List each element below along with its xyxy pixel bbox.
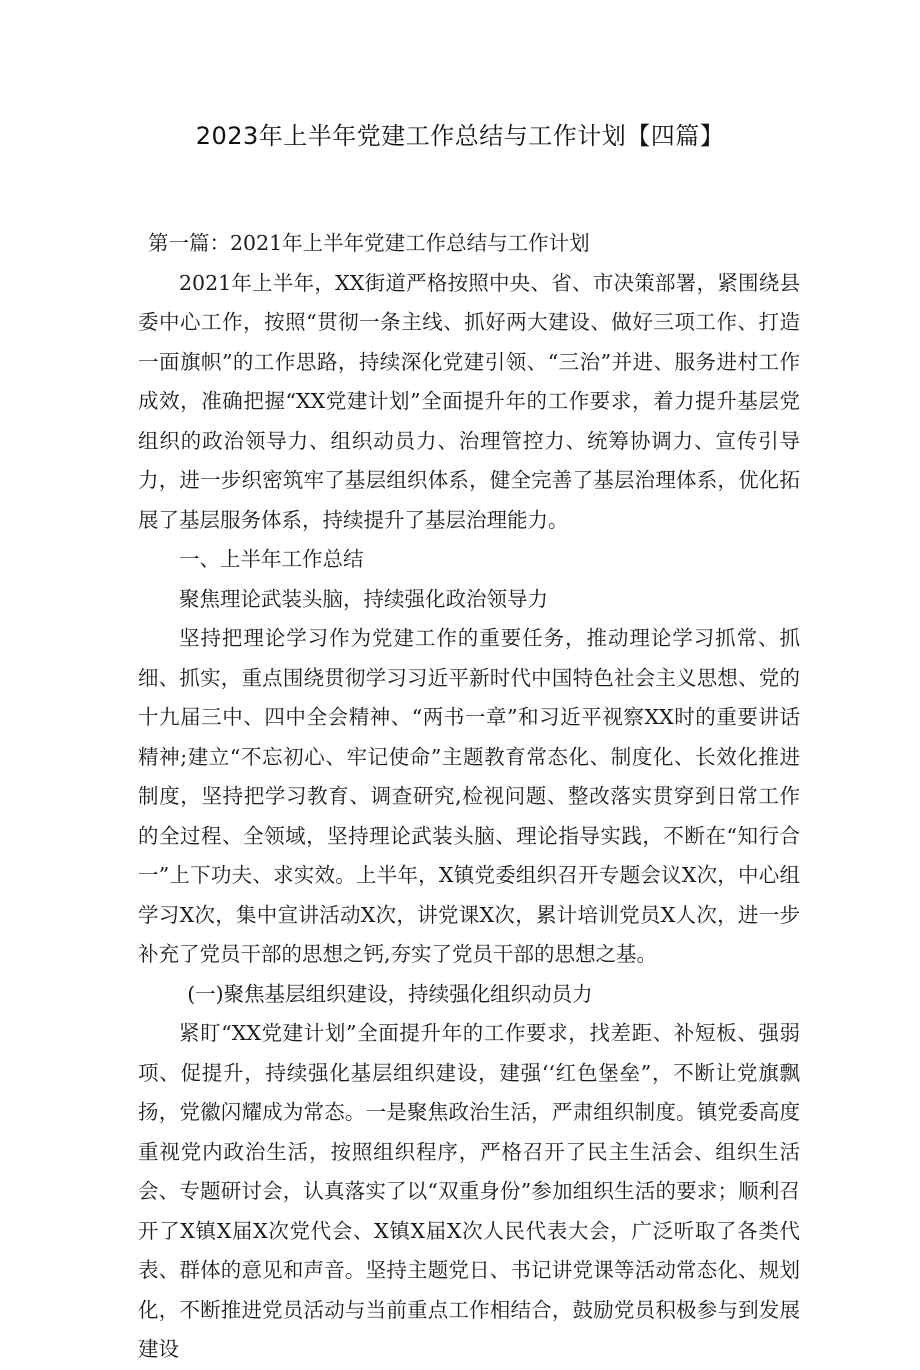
paragraph: 坚持把理论学习作为党建工作的重要任务，推动理论学习抓常、抓细、抓实，重点围绕贯彻学习习近平新时代中国特色社会主义思想、党的十九届三中、四中全会精神、“两书一章”和习近平视察XX时的重要讲话精神;建立“不忘初心、牢记使命”主题教育常态化、制度化、长效化推进制度，坚持把学习教育、调查研究,检视问题、整改落实贯穿到日常工作的全过程、全领域，坚持理论武装头脑、理论指导实践，不断在“知行合一”上下功夫、求实效。上半年，X镇党委组织召开专题会议X次，中心组学习X次，集中宣讲活动X次，讲党课X次，累计培训党员X人次，进一步补充了党员干部的思想之钙,夯实了党员干部的思想之基。 [138,626,800,966]
paragraph: 紧盯“XX党建计划”全面提升年的工作要求，找差距、补短板、强弱项、促提升，持续强化基层组织建设，建强‘‘红色堡垒”，不断让党旗飘扬，党徽闪耀成为常态。一是聚焦政治生活，严肃组织制度。镇党委高度重视党内政治生活，按照组织程序，严格召开了民主生活会、组织生活会、专题研讨会，认真落实了以“双重身份”参加组织生活的要求；顺利召开了X镇X届X次党代会、X镇X届X次人民代表大会，广泛听取了各类代表、群体的意见和声音。坚持主题党日、书记讲党课等活动常态化、规划化，不断推进党员活动与当前重点工作相结合，鼓励党员积极参与到发展建设 [138,1021,800,1361]
document-title: 2023年上半年党建工作总结与工作计划【四篇】 [195,122,725,150]
subheading: 一、上半年工作总结 [179,547,364,571]
paragraph: 2021年上半年，XX街道严格按照中央、省、市决策部署，紧围绕县委中心工作，按照“贯彻一条主线、抓好两大建设、做好三项工作、打造一面旗帜”的工作思路，持续深化党建引领、“三治”并进、服务进村工作成效，准确把握“XX党建计划”全面提升年的工作要求，着力提升基层党组织的政治领导力、组织动员力、治理管控力、统筹协调力、宣传引导力，进一步织密筑牢了基层组织体系，健全完善了基层治理体系，优化拓展了基层服务体系，持续提升了基层治理能力。 [138,270,800,532]
section-heading: 第一篇：2021年上半年党建工作总结与工作计划 [148,231,590,255]
document-body [138,224,800,1370]
subheading: (一)聚焦基层组织建设，持续强化组织动员力 [187,981,593,1006]
subheading: 聚焦理论武装头脑，持续强化政治领导力 [179,586,548,611]
